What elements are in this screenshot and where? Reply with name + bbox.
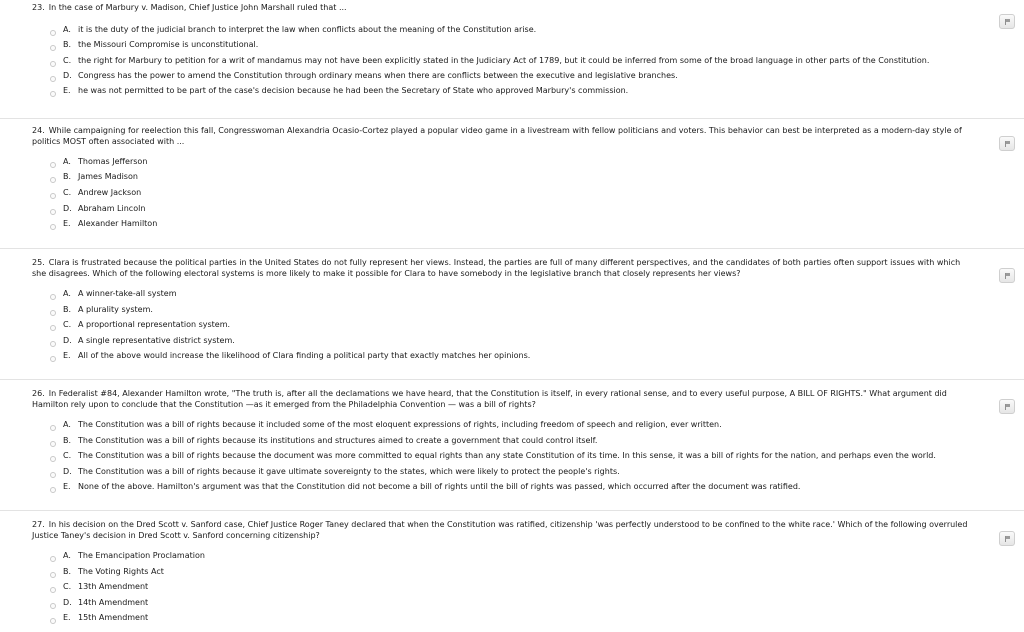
radio-button[interactable] xyxy=(50,487,56,493)
choice-a[interactable] xyxy=(50,157,990,169)
question-text: Clara is frustrated because the political parties in the United States do not fully represent her views. Instead, the parties are full of many different perspectives, and the candidates of both parties often support issues with which she disagrees. Which of the following electoral systems is more likely to make it possible for Clara to have somebody in the legislative branch that closely represents her views? xyxy=(32,258,961,278)
choice-text: 13th Amendment xyxy=(78,582,149,591)
choice-text: it is the duty of the judicial branch to interpret the law when conflicts about the meaning of the Constitution arise. xyxy=(78,25,537,34)
choice-letter: C. xyxy=(63,320,72,329)
question-26 xyxy=(0,380,1024,511)
choice-letter: B. xyxy=(63,172,72,181)
question-25 xyxy=(0,249,1024,380)
choice-letter: A. xyxy=(63,157,71,166)
choice-a[interactable] xyxy=(50,420,990,432)
flag-icon xyxy=(1005,404,1010,409)
choice-text: he was not permitted to be part of the case's decision because he had been the Secretary of State who approved Marbury's commission. xyxy=(78,86,629,95)
choice-letter: A. xyxy=(63,25,71,34)
choice-a[interactable] xyxy=(50,289,990,301)
choice-text: Congress has the power to amend the Constitution through ordinary means when there are conflicts between the executive and legislative branches. xyxy=(78,71,678,80)
choice-letter: A. xyxy=(63,551,71,560)
choice-e[interactable] xyxy=(50,613,990,625)
choice-text: The Constitution was a bill of rights because its institutions and structures aimed to create a government that could control itself. xyxy=(78,436,598,445)
flag-icon xyxy=(1005,141,1010,146)
radio-button[interactable] xyxy=(50,587,56,593)
radio-button[interactable] xyxy=(50,224,56,230)
choice-d[interactable] xyxy=(50,336,990,348)
choice-a[interactable] xyxy=(50,25,990,37)
choice-text: The Constitution was a bill of rights because it gave ultimate sovereignty to the states, which were likely to protect the people's rights. xyxy=(78,467,620,476)
choice-b[interactable] xyxy=(50,40,990,52)
choice-text: None of the above. Hamilton's argument was that the Constitution did not become a bill of rights until the bill of rights was passed, which occurred after the document was ratified. xyxy=(78,482,801,491)
radio-button[interactable] xyxy=(50,456,56,462)
choice-text: Andrew Jackson xyxy=(78,188,142,197)
question-number: 23. xyxy=(32,3,45,12)
question-stem xyxy=(32,520,972,541)
choice-text: Thomas Jefferson xyxy=(78,157,148,166)
question-number: 25. xyxy=(32,258,45,267)
radio-button[interactable] xyxy=(50,45,56,51)
radio-button[interactable] xyxy=(50,356,56,362)
choice-letter: E. xyxy=(63,86,71,95)
choice-letter: B. xyxy=(63,305,72,314)
question-number: 27. xyxy=(32,520,45,529)
choice-letter: B. xyxy=(63,436,72,445)
choice-e[interactable] xyxy=(50,86,990,98)
choice-c[interactable] xyxy=(50,188,990,200)
flag-icon xyxy=(1005,536,1010,541)
choice-b[interactable] xyxy=(50,567,990,579)
choice-text: A single representative district system. xyxy=(78,336,235,345)
flag-icon xyxy=(1005,273,1010,278)
question-text: In his decision on the Dred Scott v. Sanford case, Chief Justice Roger Taney declared that when the Constitution was ratified, citizenship 'was perfectly understood to be confined to the white race.' Which of the following overruled Justice Taney's decision in Dred Scott v. Sanford concerning citizenship? xyxy=(32,520,968,540)
radio-button[interactable] xyxy=(50,209,56,215)
choice-letter: D. xyxy=(63,467,72,476)
choice-c[interactable] xyxy=(50,320,990,332)
radio-button[interactable] xyxy=(50,425,56,431)
choice-letter: C. xyxy=(63,188,72,197)
choice-letter: D. xyxy=(63,204,72,213)
choice-text: The Constitution was a bill of rights because the document was more committed to equal rights than any state Constitution of its time. In this sense, it was a bill of rights for the nation, and perhaps even the world. xyxy=(78,451,936,460)
question-text: In the case of Marbury v. Madison, Chief Justice John Marshall ruled that ... xyxy=(48,3,347,12)
choice-text: 15th Amendment xyxy=(78,613,149,622)
question-text: In Federalist #84, Alexander Hamilton wrote, "The truth is, after all the declamations we have heard, that the Constitution is itself, in every rational sense, and to every useful purpose, A BILL OF RIGHTS." What argument did Hamilton rely upon to conclude that the Constitution —as it emerged from the Philadelphia Convention — was a bill of rights? xyxy=(32,389,947,409)
choice-text: Alexander Hamilton xyxy=(78,219,158,228)
choice-d[interactable] xyxy=(50,598,990,610)
choice-d[interactable] xyxy=(50,467,990,479)
flag-button[interactable] xyxy=(999,14,1015,29)
question-stem xyxy=(32,389,972,410)
radio-button[interactable] xyxy=(50,61,56,67)
question-number: 24. xyxy=(32,126,45,135)
choice-text: The Emancipation Proclamation xyxy=(78,551,205,560)
flag-button[interactable] xyxy=(999,136,1015,151)
radio-button[interactable] xyxy=(50,441,56,447)
choice-letter: C. xyxy=(63,451,72,460)
flag-button[interactable] xyxy=(999,268,1015,283)
radio-button[interactable] xyxy=(50,603,56,609)
choice-letter: B. xyxy=(63,567,72,576)
radio-button[interactable] xyxy=(50,177,56,183)
radio-button[interactable] xyxy=(50,556,56,562)
choice-d[interactable] xyxy=(50,204,990,216)
choice-letter: B. xyxy=(63,40,72,49)
choice-c[interactable] xyxy=(50,56,990,68)
choice-b[interactable] xyxy=(50,436,990,448)
choice-a[interactable] xyxy=(50,551,990,563)
choice-letter: E. xyxy=(63,613,71,622)
radio-button[interactable] xyxy=(50,193,56,199)
radio-button[interactable] xyxy=(50,162,56,168)
radio-button[interactable] xyxy=(50,618,56,624)
choice-text: A plurality system. xyxy=(78,305,153,314)
flag-icon xyxy=(1005,19,1010,24)
choice-c[interactable] xyxy=(50,582,990,594)
choice-letter: E. xyxy=(63,351,71,360)
question-27 xyxy=(0,511,1024,632)
question-text: While campaigning for reelection this fall, Congresswoman Alexandria Ocasio-Cortez played a popular video game in a livestream with fellow politicians and voters. This behavior can best be interpreted as a modern-day style of politics MOST often associated with ... xyxy=(32,126,962,146)
radio-button[interactable] xyxy=(50,30,56,36)
radio-button[interactable] xyxy=(50,294,56,300)
radio-button[interactable] xyxy=(50,572,56,578)
radio-button[interactable] xyxy=(50,91,56,97)
choice-letter: D. xyxy=(63,71,72,80)
choice-e[interactable] xyxy=(50,482,990,494)
choice-letter: E. xyxy=(63,482,71,491)
choice-d[interactable] xyxy=(50,71,990,83)
choice-e[interactable] xyxy=(50,219,990,231)
choice-text: the right for Marbury to petition for a writ of mandamus may not have been explicitly stated in the Judiciary Act of 1789, but it could be inferred from some of the broad language in other parts of the Constitution. xyxy=(78,56,930,65)
question-stem xyxy=(32,126,972,147)
choice-text: The Voting Rights Act xyxy=(78,567,164,576)
choice-letter: A. xyxy=(63,289,71,298)
radio-button[interactable] xyxy=(50,76,56,82)
choice-letter: A. xyxy=(63,420,71,429)
question-stem xyxy=(32,3,972,14)
choice-c[interactable] xyxy=(50,451,990,463)
flag-button[interactable] xyxy=(999,531,1015,546)
choice-text: James Madison xyxy=(78,172,138,181)
choice-e[interactable] xyxy=(50,351,990,363)
radio-button[interactable] xyxy=(50,310,56,316)
question-stem xyxy=(32,258,972,279)
choice-letter: D. xyxy=(63,336,72,345)
choice-letter: E. xyxy=(63,219,71,228)
question-number: 26. xyxy=(32,389,45,398)
choice-text: The Constitution was a bill of rights because it included some of the most eloquent expressions of rights, including freedom of speech and religion, ever written. xyxy=(78,420,722,429)
choice-letter: D. xyxy=(63,598,72,607)
choice-b[interactable] xyxy=(50,305,990,317)
choice-text: A proportional representation system. xyxy=(78,320,231,329)
choice-text: Abraham Lincoln xyxy=(78,204,146,213)
choice-text: A winner-take-all system xyxy=(78,289,177,298)
choice-text: All of the above would increase the likelihood of Clara finding a political party that exactly matches her opinions. xyxy=(78,351,531,360)
radio-button[interactable] xyxy=(50,325,56,331)
flag-button[interactable] xyxy=(999,399,1015,414)
choice-b[interactable] xyxy=(50,172,990,184)
radio-button[interactable] xyxy=(50,472,56,478)
question-24 xyxy=(0,119,1024,249)
choice-text: the Missouri Compromise is unconstitutional. xyxy=(78,40,259,49)
question-23 xyxy=(0,0,1024,119)
radio-button[interactable] xyxy=(50,341,56,347)
choice-text: 14th Amendment xyxy=(78,598,149,607)
choice-letter: C. xyxy=(63,582,72,591)
choice-letter: C. xyxy=(63,56,72,65)
